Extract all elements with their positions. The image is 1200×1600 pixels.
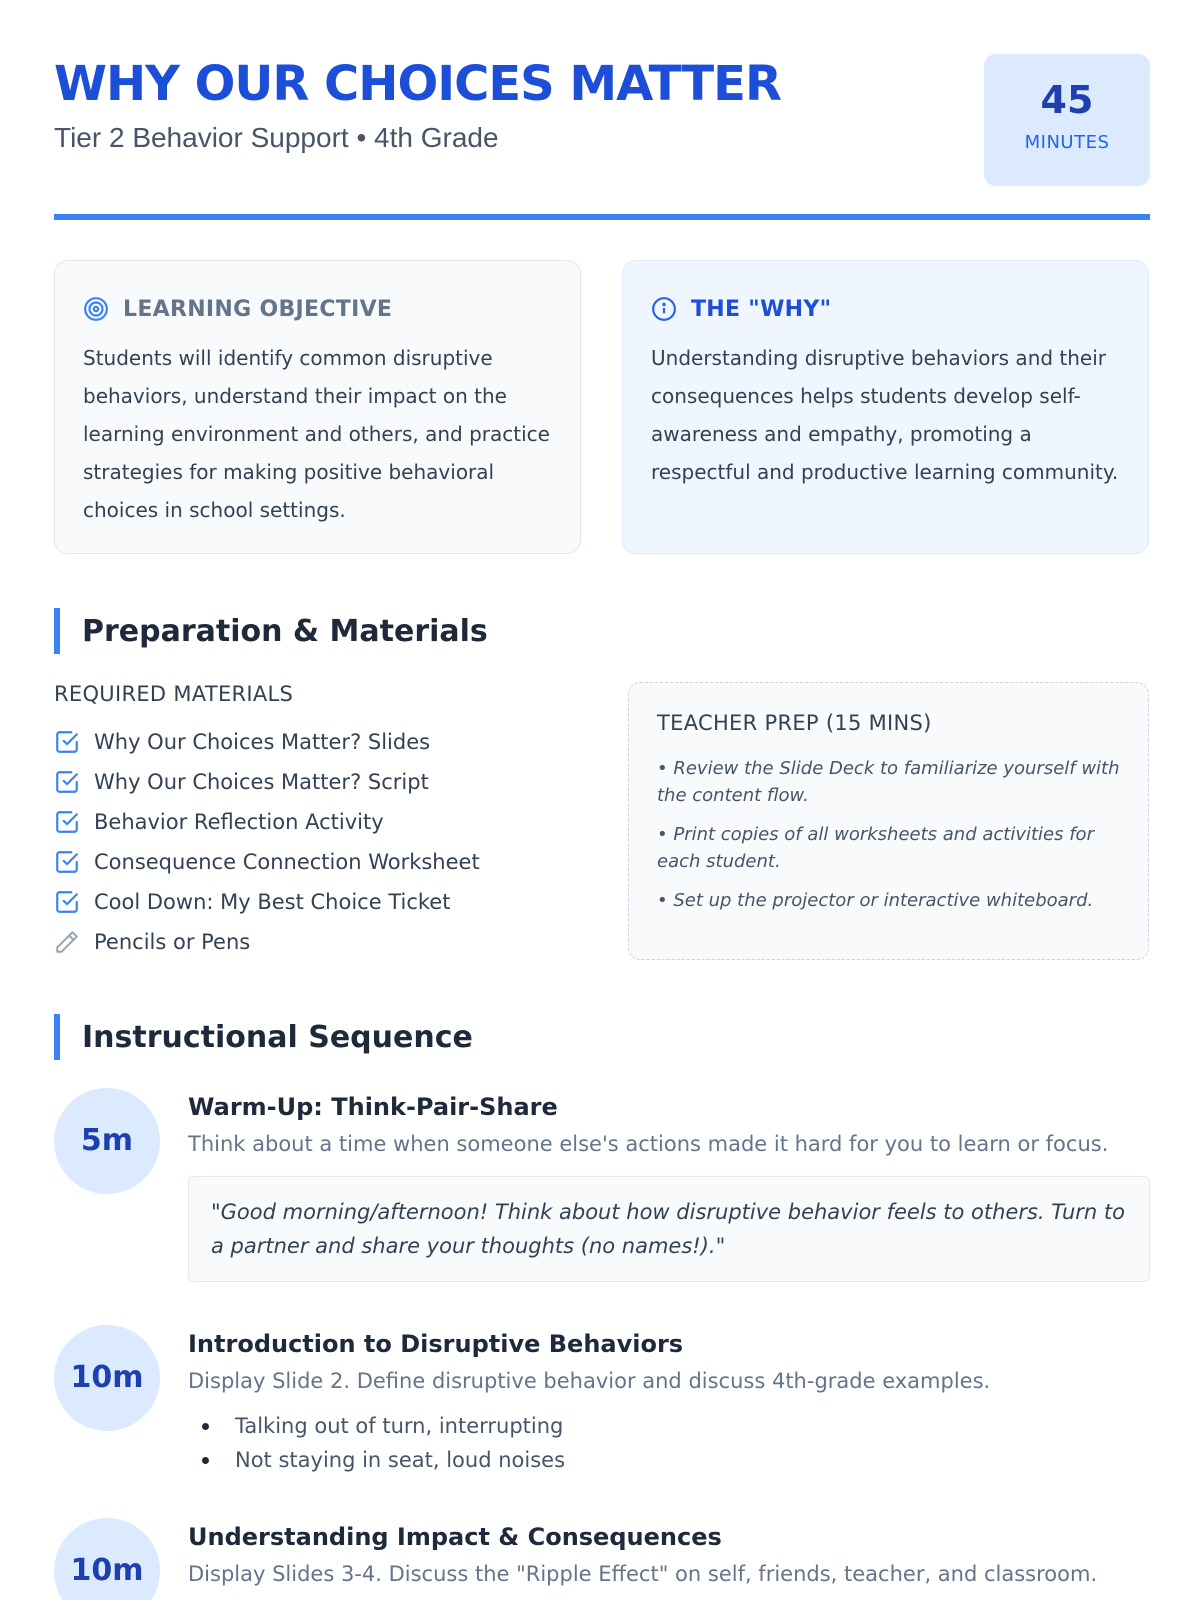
checkbox-icon xyxy=(54,889,80,915)
list-item: Behavior Reflection Activity xyxy=(54,802,594,842)
page-title: WHY OUR CHOICES MATTER xyxy=(54,56,781,112)
checkbox-icon xyxy=(54,769,80,795)
info-icon xyxy=(651,296,677,322)
step-title: Introduction to Disruptive Behaviors xyxy=(188,1330,684,1358)
list-item: Consequence Connection Worksheet xyxy=(54,842,594,882)
card-body: Students will identify common disruptive behaviors, understand their impact on the learning environment and others, and practice strategies for making positive behavioral choices in school settings. xyxy=(83,346,550,522)
materials-list xyxy=(54,722,594,962)
list-item: • Set up the projector or interactive whiteboard. xyxy=(657,890,1094,911)
duration-value: 45 xyxy=(1040,78,1094,122)
teacher-prep-title: TEACHER PREP (15 MINS) xyxy=(657,711,932,735)
checkbox-icon xyxy=(54,849,80,875)
card-title: LEARNING OBJECTIVE xyxy=(123,296,393,322)
step-description: Think about a time when someone else's actions made it hard for you to learn or focus. xyxy=(188,1132,1109,1156)
page-header xyxy=(54,52,1150,222)
checkbox-icon xyxy=(54,809,80,835)
step-description: Display Slides 3-4. Discuss the "Ripple Effect" on self, friends, teacher, and classroom. xyxy=(188,1562,1098,1586)
duration-badge xyxy=(984,54,1150,186)
step-time-badge: 5m xyxy=(54,1088,160,1194)
step-title: Warm-Up: Think-Pair-Share xyxy=(188,1093,558,1121)
target-icon xyxy=(83,296,109,322)
list-item: Pencils or Pens xyxy=(54,922,594,962)
section-heading-sequence: Instructional Sequence xyxy=(54,1014,473,1060)
step-description: Display Slide 2. Define disruptive behavior and discuss 4th-grade examples. xyxy=(188,1369,991,1393)
step-time-badge: 10m xyxy=(54,1518,160,1600)
page-subtitle: Tier 2 Behavior Support • 4th Grade xyxy=(54,122,499,153)
list-item: Cool Down: My Best Choice Ticket xyxy=(54,882,594,922)
pencil-icon xyxy=(54,929,80,955)
materials-label: REQUIRED MATERIALS xyxy=(54,682,294,706)
card-body: Understanding disruptive behaviors and their consequences helps students develop self-awareness and empathy, promoting a respectful and productive learning community. xyxy=(651,346,1119,484)
bullet-icon xyxy=(202,1457,209,1464)
list-item: Why Our Choices Matter? Slides xyxy=(54,722,594,762)
duration-unit: MINUTES xyxy=(1024,132,1110,153)
teacher-prep-box xyxy=(628,682,1149,960)
why-card xyxy=(622,260,1149,554)
header-divider xyxy=(54,214,1150,220)
list-item: • Print copies of all worksheets and activities for each student. xyxy=(657,824,1094,872)
learning-objective-card xyxy=(54,260,581,554)
step-title: Understanding Impact & Consequences xyxy=(188,1523,722,1551)
list-item: Why Our Choices Matter? Script xyxy=(54,762,594,802)
script-quote: "Good morning/afternoon! Think about how disruptive behavior feels to others. Turn to a partner and share your thoughts (no names!)." xyxy=(188,1176,1150,1282)
list-item: • Review the Slide Deck to familiarize yourself with the content flow. xyxy=(657,758,1120,806)
list-item: Not staying in seat, loud noises xyxy=(202,1443,1150,1477)
checkbox-icon xyxy=(54,729,80,755)
list-item: Talking out of turn, interrupting xyxy=(202,1409,1150,1443)
step-time-badge: 10m xyxy=(54,1325,160,1431)
example-list xyxy=(188,1409,1150,1477)
section-heading-preparation: Preparation & Materials xyxy=(54,608,488,654)
bullet-icon xyxy=(202,1423,209,1430)
card-title: THE "WHY" xyxy=(691,296,832,322)
